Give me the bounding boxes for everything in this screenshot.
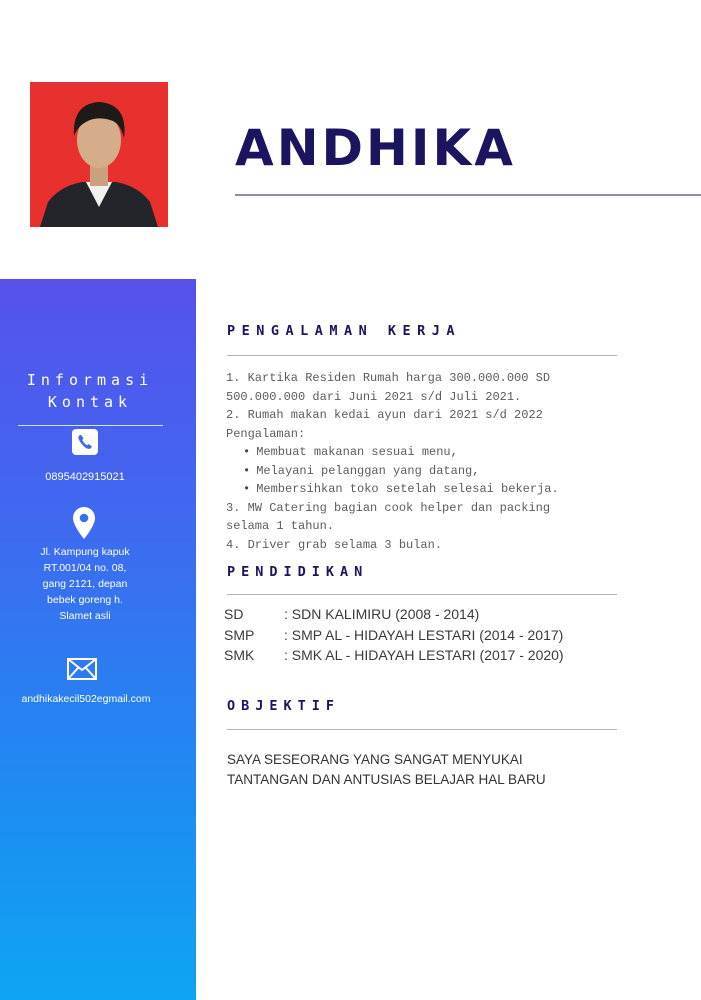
- education-school: : SMK AL - HIDAYAH LESTARI (2017 - 2020): [284, 647, 564, 663]
- education-table: [224, 604, 564, 666]
- experience-list: [226, 369, 626, 554]
- list-item: 4. Driver grab selama 3 bulan.: [226, 537, 443, 552]
- list-item: selama 1 tahun.: [226, 519, 335, 533]
- contact-sidebar: [0, 279, 196, 1000]
- phone-icon: [72, 429, 98, 455]
- objective-text: SAYA SESEORANG YANG SANGAT MENYUKAI TANTANGAN DAN ANTUSIAS BELAJAR HAL BARU: [227, 752, 546, 787]
- table-row: [224, 645, 564, 666]
- education-school: : SDN KALIMIRU (2008 - 2014): [284, 606, 480, 622]
- education-heading: PENDIDIKAN: [227, 564, 369, 580]
- contact-heading: Informasi Kontak: [26, 371, 154, 411]
- candidate-name: ANDHIKA: [235, 119, 516, 177]
- education-level: SMP: [224, 626, 255, 643]
- experience-divider: [227, 355, 617, 356]
- profile-photo: [30, 82, 168, 227]
- table-row: [224, 604, 564, 625]
- list-item: 3. MW Catering bagian cook helper dan packing: [226, 500, 551, 515]
- list-item: • Melayani pelanggan yang datang,: [226, 462, 626, 481]
- education-school: : SMP AL - HIDAYAH LESTARI (2014 - 2017): [284, 626, 564, 643]
- education-divider: [227, 594, 617, 595]
- phone-number: 0895402915021: [45, 471, 125, 483]
- list-item: 500.000.000 dari Juni 2021 s/d Juli 2021.: [226, 389, 522, 404]
- email-address: andhikakecil502egmail.com: [21, 693, 151, 705]
- list-item: 1. Kartika Residen Rumah harga 300.000.000 SD: [226, 371, 551, 385]
- objective-heading: OBJEKTIF: [227, 698, 341, 714]
- education-level: SMK: [224, 647, 255, 663]
- contact-divider: [18, 425, 163, 426]
- list-item: 2. Rumah makan kedai ayun dari 2021 s/d 2022: [226, 408, 543, 422]
- list-item: • Membuat makanan sesuai menu,: [226, 443, 626, 462]
- education-level: SD: [224, 606, 244, 622]
- person-portrait: [30, 82, 168, 227]
- list-item: • Membersihkan toko setelah selesai bekerja.: [226, 480, 626, 499]
- location-pin-icon: [73, 507, 95, 539]
- address: Jl. Kampung kapuk RT.001/04 no. 08, gang 2121, depan bebek goreng h. Slamet asli: [40, 546, 130, 622]
- list-item: Pengalaman:: [226, 426, 306, 441]
- mail-icon: [67, 658, 97, 680]
- name-divider: [235, 194, 701, 196]
- objective-divider: [227, 729, 617, 730]
- experience-heading: PENGALAMAN KERJA: [227, 323, 462, 339]
- table-row: [224, 625, 564, 646]
